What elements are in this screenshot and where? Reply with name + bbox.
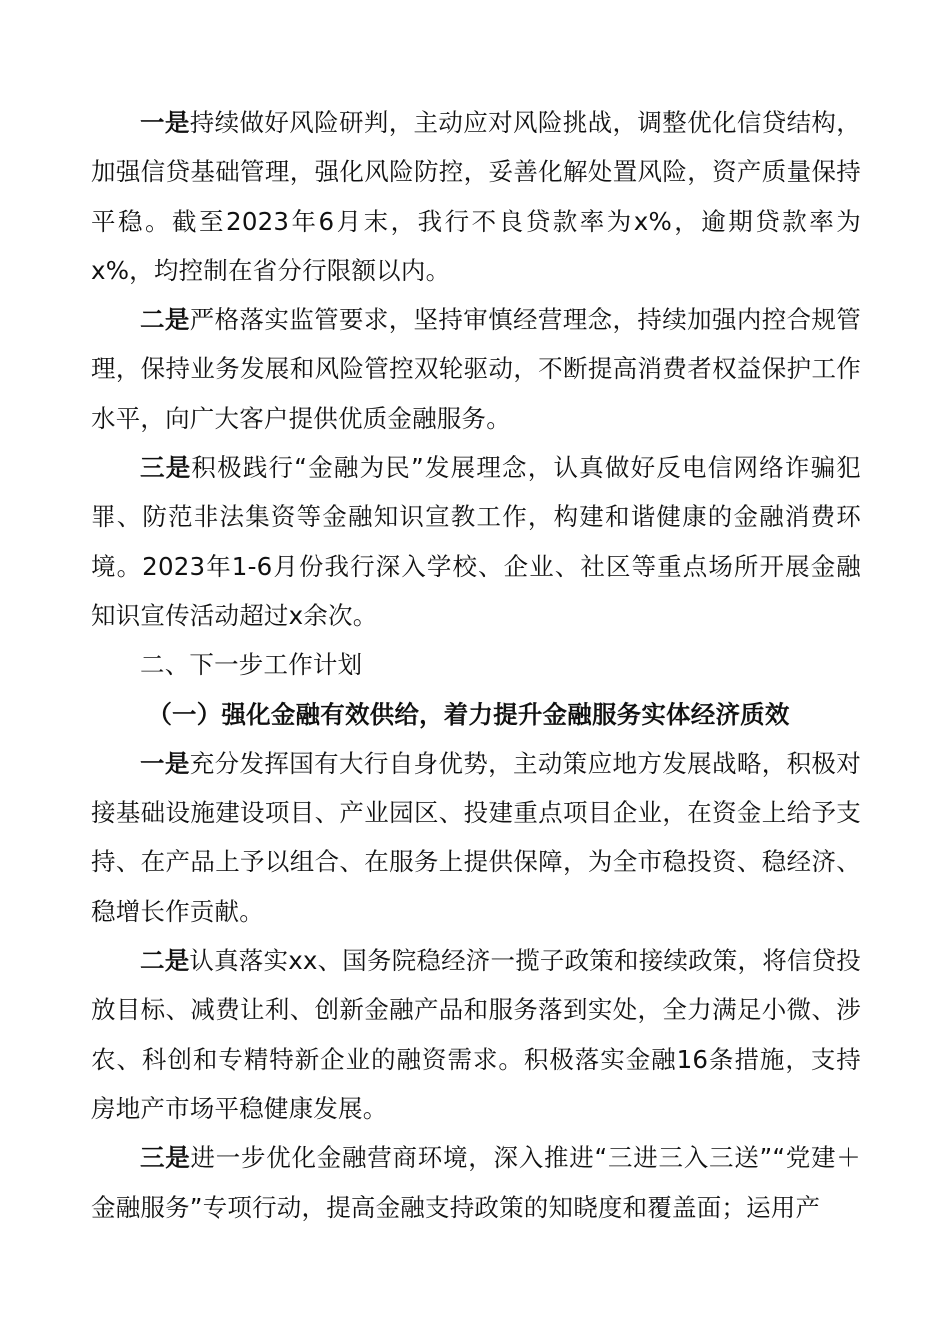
paragraph-1 [91,98,861,295]
paragraph-3-lead: 三是 [140,453,192,483]
plan-paragraph-3 [91,1133,861,1232]
plan-paragraph-1-text: 充分发挥国有大行自身优势，主动策应地方发展战略，积极对接基础设施建设项目、产业园区、投建重点项目企业，在资金上给予支持、在产品上予以组合、在服务上提供保障，为全市稳投资、稳经济、稳增长作贡献。 [91,748,861,926]
document-body [91,98,861,1232]
plan-paragraph-3-text: 进一步优化金融营商环境，深入推进“三进三入三送”“党建＋金融服务”专项行动，提高金融支持政策的知晓度和覆盖面；运用产 [91,1143,861,1222]
plan-paragraph-2-text: 认真落实xx、国务院稳经济一揽子政策和接续政策，将信贷投放目标、减费让利、创新金融产品和服务落到实处，全力满足小微、涉农、科创和专精特新企业的融资需求。积极落实金融16条措施，支持房地产市场平稳健康发展。 [91,946,862,1123]
plan-paragraph-2-lead: 二是 [140,946,190,976]
section-heading: 二、下一步工作计划 [140,650,363,680]
plan-paragraph-1-lead: 一是 [140,748,190,778]
subsection-heading: （一）强化金融有效供给，着力提升金融服务实体经济质效 [147,699,790,729]
paragraph-3 [91,443,861,640]
paragraph-3-text: 积极践行“金融为民”发展理念，认真做好反电信网络诈骗犯罪、防范非法集资等金融知识宣教工作，构建和谐健康的金融消费环境。2023年1-6月份我行深入学校、企业、社区等重点场所开展金融知识宣传活动超过x余次。 [91,453,861,630]
paragraph-2-text: 严格落实监管要求，坚持审慎经营理念，持续加强内控合规管理，保持业务发展和风险管控双轮驱动，不断提高消费者权益保护工作水平，向广大客户提供优质金融服务。 [91,305,861,433]
plan-paragraph-1 [91,739,861,936]
paragraph-2 [91,295,861,443]
plan-paragraph-2 [91,936,861,1133]
paragraph-1-text: 持续做好风险研判，主动应对风险挑战，调整优化信贷结构，加强信贷基础管理，强化风险防控，妥善化解处置风险，资产质量保持平稳。截至2023年6月末，我行不良贷款率为x%，逾期贷款率为x%，均控制在省分行限额以内。 [91,108,861,285]
paragraph-2-lead: 二是 [140,305,190,335]
paragraph-1-lead: 一是 [140,108,190,137]
plan-paragraph-3-lead: 三是 [140,1143,191,1173]
